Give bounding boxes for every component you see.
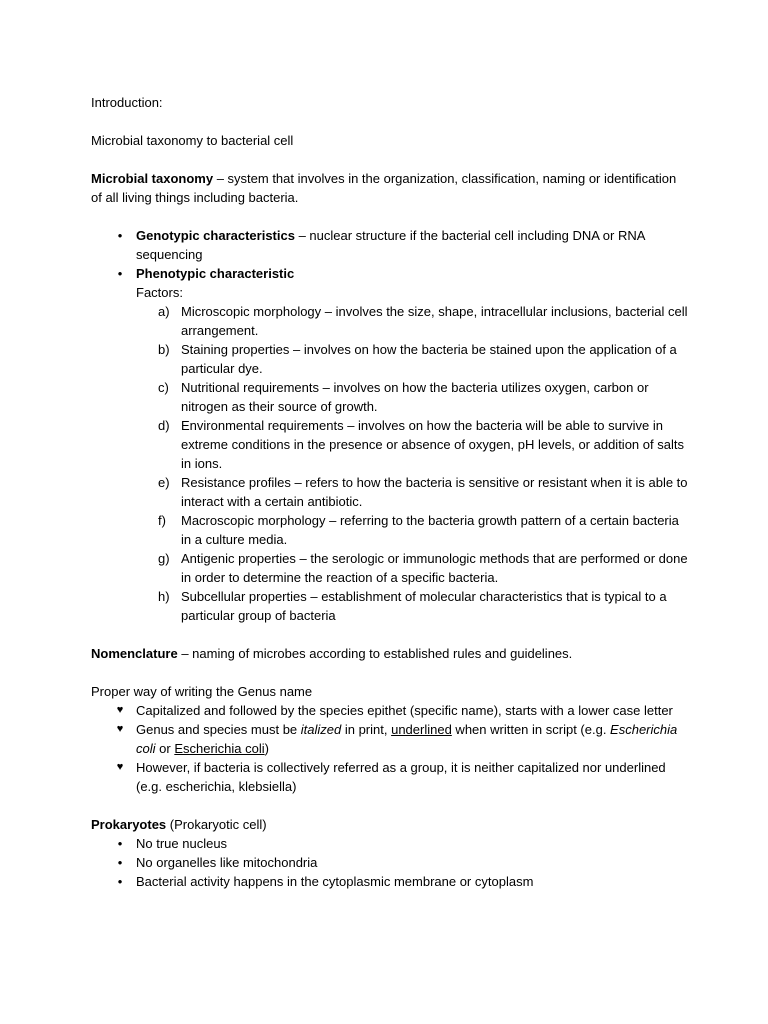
heart-icon: ♥ [116, 704, 124, 716]
underlined-species-example: Escherichia coli [174, 741, 265, 756]
factor-text: Macroscopic morphology – referring to the bacteria growth pattern of a certain bacteria in a culture media. [181, 513, 679, 547]
prokaryotes-subtitle: (Prokaryotic cell) [166, 817, 267, 832]
genus-rule-text: Capitalized and followed by the species epithet (specific name), starts with a lower case letter [136, 703, 673, 718]
factor-text: Antigenic properties – the serologic or immunologic methods that are performed or done in order to determine the reaction of a specific bacteria. [181, 551, 688, 585]
prokaryotes-heading [91, 815, 688, 834]
nomenclature-definition [91, 644, 688, 663]
factor-text: Subcellular properties – establishment of molecular characteristics that is typical to a particular group of bacteria [181, 589, 667, 623]
italic-example: italized [300, 722, 342, 737]
factor-text: Resistance profiles – refers to how the bacteria is sensitive or resistant when it is able to interact with a certain antibiotic. [181, 475, 688, 509]
intro-heading: Introduction: [91, 95, 163, 110]
factors-list [136, 302, 688, 625]
underlined-example: underlined [391, 722, 452, 737]
phenotypic-term: Phenotypic characteristic [136, 266, 295, 281]
nomenclature-text: – naming of microbes according to established rules and guidelines. [177, 646, 573, 661]
factor-marker: e) [158, 475, 170, 490]
list-item [91, 758, 688, 796]
factor-item [136, 416, 688, 473]
factor-item [136, 473, 688, 511]
factor-marker: h) [158, 589, 170, 604]
taxonomy-term: Microbial taxonomy [91, 171, 214, 186]
list-item [91, 720, 688, 758]
genotypic-term: Genotypic characteristics [136, 228, 295, 243]
factor-text: Nutritional requirements – involves on how the bacteria utilizes oxygen, carbon or nitrogen as their source of growth. [181, 380, 649, 414]
genus-rule-part: when written in script (e.g. [451, 722, 611, 737]
genus-rule-part: or [155, 741, 175, 756]
prokaryote-item-text: No organelles like mitochondria [136, 855, 318, 870]
taxonomy-definition-text: – system that involves in the organization, classification, naming or identification of all living things including bacteria. [91, 171, 677, 205]
prokaryotes-term: Prokaryotes [91, 817, 167, 832]
genus-heading: Proper way of writing the Genus name [91, 684, 313, 699]
list-item [91, 701, 688, 720]
genus-rule-text: However, if bacteria is collectively referred as a group, it is neither capitalized nor underlined (e.g. escherichia, klebsiella) [136, 760, 666, 794]
heart-icon: ♥ [116, 723, 124, 735]
factors-label: Factors: [136, 285, 183, 300]
bullet-icon: • [117, 874, 123, 889]
bullet-icon: • [117, 266, 123, 281]
prokaryotes-list [91, 834, 688, 891]
nomenclature-term: Nomenclature [91, 646, 178, 661]
factor-marker: g) [158, 551, 170, 566]
factor-marker: f) [158, 513, 166, 528]
factor-text: Staining properties – involves on how the bacteria be stained upon the application of a particular dye. [181, 342, 677, 376]
genus-rule-part: Genus and species must be [136, 722, 301, 737]
factor-item [136, 587, 688, 625]
factor-item [136, 549, 688, 587]
list-item-phenotypic [91, 264, 688, 625]
factor-marker: b) [158, 342, 170, 357]
genus-rule-part: ) [264, 741, 269, 756]
factor-text: Environmental requirements – involves on how the bacteria will be able to survive in extreme conditions in the presence or absence of oxygen, pH levels, or addition of salts in ions. [181, 418, 684, 471]
prokaryote-item-text: Bacterial activity happens in the cytoplasmic membrane or cytoplasm [136, 874, 534, 889]
factor-item [136, 340, 688, 378]
bullet-icon: • [117, 836, 123, 851]
list-item-genotypic [91, 226, 688, 264]
list-item [91, 853, 688, 872]
taxonomy-definition [91, 169, 688, 207]
list-item [91, 872, 688, 891]
prokaryote-item-text: No true nucleus [136, 836, 228, 851]
intro-subtitle: Microbial taxonomy to bacterial cell [91, 133, 294, 148]
genus-rules-list [91, 701, 688, 796]
list-item [91, 834, 688, 853]
bullet-icon: • [117, 228, 123, 243]
bullet-icon: • [117, 855, 123, 870]
factor-marker: a) [158, 304, 170, 319]
factor-item [136, 302, 688, 340]
characteristics-list [91, 226, 688, 625]
genus-rule-part: in print, [341, 722, 392, 737]
factor-text: Microscopic morphology – involves the size, shape, intracellular inclusions, bacterial cell arrangement. [181, 304, 688, 338]
factor-item [136, 378, 688, 416]
heart-icon: ♥ [116, 761, 124, 773]
factor-marker: c) [158, 380, 169, 395]
factor-marker: d) [158, 418, 170, 433]
factor-item [136, 511, 688, 549]
genotypic-text: – nuclear structure if the bacterial cell including DNA or RNA sequencing [136, 228, 645, 262]
italic-species-example: Escherichia coli [136, 722, 678, 756]
